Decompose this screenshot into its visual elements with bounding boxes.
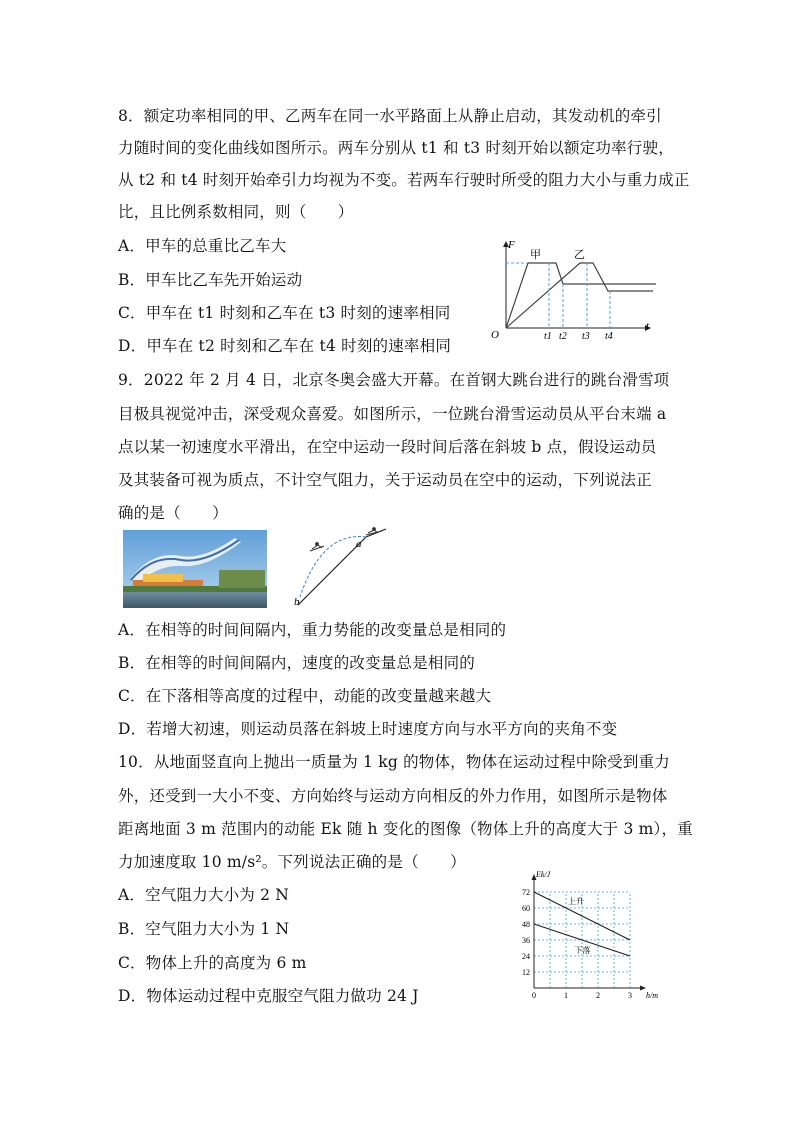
q8-tick-t4: t4 xyxy=(605,331,613,341)
skier-icon-flight xyxy=(310,543,324,551)
q8-curve-yi xyxy=(506,263,653,328)
q8-line-3: 从 t2 和 t4 时刻开始牵引力均视为不变。若两车行驶时所受的阻力大小与重力成正 xyxy=(118,171,690,189)
q9-option-b: B．在相等的时间间隔内，速度的改变量总是相同的 xyxy=(118,654,475,672)
ek-y-tick-label: 12 xyxy=(522,968,530,977)
series-label: 上升 xyxy=(568,897,584,906)
q8-line-1: 8．额定功率相同的甲、乙两车在同一水平路面上从静止启动，其发动机的牵引 xyxy=(118,107,662,125)
q8-series-label-yi: 乙 xyxy=(574,249,585,261)
ek-y-axis-label: Ek/J xyxy=(536,870,551,879)
q8-line-2: 力随时间的变化曲线如图所示。两车分别从 t1 和 t3 时刻开始以额定功率行驶， xyxy=(118,139,674,157)
q9-option-c: C．在下落相等高度的过程中，动能的改变量越来越大 xyxy=(118,687,492,705)
q9-line-1: 9．2022 年 2 月 4 日，北京冬奥会盛大开幕。在首钢大跳台进行的跳台滑雪项 xyxy=(118,371,670,389)
q8-curve-jia xyxy=(506,263,656,328)
q8-series-label-jia: 甲 xyxy=(530,249,541,261)
ek-y-tick-label: 60 xyxy=(522,904,530,913)
ek-x-tick-label: 3 xyxy=(628,991,632,1000)
ek-y-tick-label: 36 xyxy=(522,936,530,945)
q8-option-c: C．甲车在 t1 时刻和乙车在 t3 时刻的速率相同 xyxy=(118,304,451,322)
q9-line-4: 及其装备可视为质点，不计空气阻力，关于运动员在空中的运动，下列说法正 xyxy=(118,471,652,489)
ek-y-tick-label: 24 xyxy=(522,952,530,961)
q8-line-4: 比，且比例系数相同，则（ ） xyxy=(118,203,354,221)
q8-option-a: A．甲车的总重比乙车大 xyxy=(118,237,287,255)
ek-x-tick-label: 0 xyxy=(532,991,536,1000)
ek-h-chart xyxy=(508,870,664,1002)
q8-tick-t3: t3 xyxy=(582,331,590,341)
q10-option-a: A．空气阻力大小为 2 N xyxy=(118,886,290,904)
q8-tick-t2: t2 xyxy=(559,331,567,341)
ski-jump-photo xyxy=(123,530,267,608)
ek-x-arrow xyxy=(640,986,646,991)
q10-option-d: D．物体运动过程中克服空气阻力做功 24 J xyxy=(118,987,419,1005)
q9-option-d: D．若增大初速，则运动员落在斜坡上时速度方向与水平方向的夹角不变 xyxy=(118,720,618,738)
q8-y-label: F xyxy=(508,239,515,251)
q10-option-c: C．物体上升的高度为 6 m xyxy=(118,954,307,972)
q8-x-label: t xyxy=(646,320,650,332)
q9-line-2: 目极具视觉冲击，深受观众喜爱。如图所示，一位跳台滑雪运动员从平台末端 a xyxy=(118,405,667,423)
q9-line-3: 点以某一初速度水平滑出，在空中运动一段时间后落在斜坡 b 点，假设运动员 xyxy=(118,438,657,456)
q10-line-2: 外，还受到一大小不变、方向始终与运动方向相反的外力作用，如图所示是物体 xyxy=(118,787,668,805)
q9-line-5: 确的是（ ） xyxy=(118,504,228,522)
ek-x-tick-label: 2 xyxy=(596,991,600,1000)
q8-tick-t1: t1 xyxy=(544,331,552,341)
ek-y-tick-label: 72 xyxy=(522,888,530,897)
q10-line-1: 10．从地面竖直向上抛出一质量为 1 kg 的物体，物体在运动过程中除受到重力 xyxy=(118,753,670,771)
point-a-label: a xyxy=(356,538,362,550)
q8-option-d: D．甲车在 t2 时刻和乙车在 t4 时刻的速率相同 xyxy=(118,337,452,355)
q8-origin-label: O xyxy=(491,329,499,341)
q10-line-3: 距离地面 3 m 范围内的动能 Ek 随 h 变化的图像（物体上升的高度大于 3 m），重 xyxy=(118,820,693,838)
q10-option-b: B．空气阻力大小为 1 N xyxy=(118,920,290,938)
ek-x-tick-label: 1 xyxy=(564,991,568,1000)
series-label: 下落 xyxy=(574,945,591,955)
q8-option-b: B．甲车比乙车先开始运动 xyxy=(118,271,303,289)
q10-line-4: 力加速度取 10 m/s²。下列说法正确的是（ ） xyxy=(118,853,466,871)
q8-force-time-graph xyxy=(488,236,658,341)
q9-option-a: A．在相等的时间间隔内，重力势能的改变量总是相同的 xyxy=(118,621,507,639)
point-b-label: b xyxy=(294,596,300,607)
ek-y-tick-label: 48 xyxy=(522,920,530,929)
ek-x-axis-label: h/m xyxy=(646,991,658,1000)
ski-jump-diagram xyxy=(282,527,394,607)
